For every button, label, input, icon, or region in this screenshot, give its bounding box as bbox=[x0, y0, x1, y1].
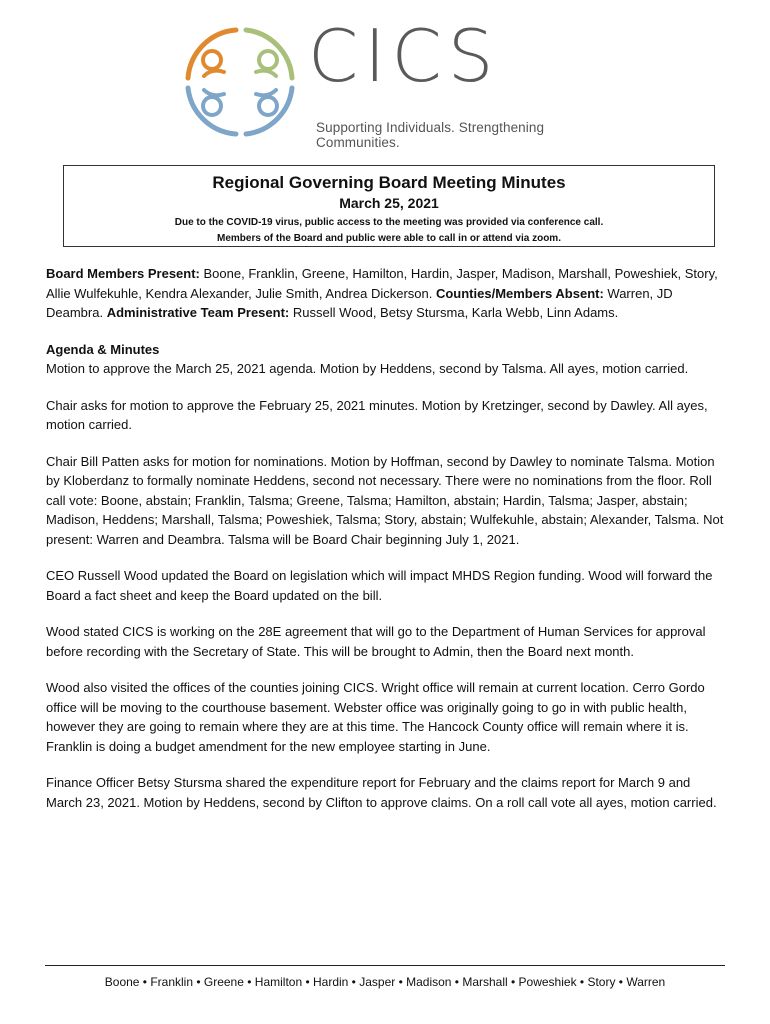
logo-wordmark: CICS bbox=[308, 14, 500, 98]
title-box bbox=[63, 165, 715, 247]
agenda-heading: Agenda & Minutes bbox=[46, 341, 160, 357]
agenda-paragraph bbox=[46, 340, 730, 379]
document-title: Regional Governing Board Meeting Minutes bbox=[212, 173, 566, 192]
minutes-body bbox=[46, 264, 730, 829]
footer-divider bbox=[45, 965, 725, 966]
logo-tagline: Supporting Individuals. Strengthening Communities. bbox=[316, 120, 545, 150]
admin-list: Russell Wood, Betsy Stursma, Karla Webb, Linn Adams. bbox=[289, 305, 619, 320]
meeting-date: March 25, 2021 bbox=[339, 195, 439, 211]
agenda-motion: Motion to approve the March 25, 2021 agenda. Motion by Heddens, second by Talsma. All ayes, motion carried. bbox=[46, 361, 689, 376]
attendance-paragraph bbox=[46, 264, 730, 323]
minutes-paragraph: Chair asks for motion to approve the February 25, 2021 minutes. Motion by Kretzinger, second by Dawley. All ayes, motion carried. bbox=[46, 397, 708, 432]
absent-label: Counties/Members Absent: bbox=[435, 285, 604, 301]
covid-note-line-2: Members of the Board and public were able to call in or attend via zoom. bbox=[217, 233, 561, 244]
present-list: Boone, Franklin, Greene, Hamilton, Hardin, Jasper, Madison, Marshall, Poweshiek, Story, Allie Wulfekuhle, Kendra Alexander, Julie Smith, Andrea Dickerson. bbox=[46, 266, 718, 301]
minutes-paragraph: Wood also visited the offices of the counties joining CICS. Wright office will remain at current location. Cerro Gordo office will be moving to the courthouse basement. Webster office was originally going to go in with public health, however they are going to remain where they are at this time. The Hancock County office will remain where it is. Franklin is doing a budget amendment for the new employee starting in June. bbox=[46, 680, 705, 754]
cics-logo bbox=[180, 14, 600, 150]
covid-note bbox=[64, 215, 714, 247]
people-circle-icon bbox=[180, 24, 300, 142]
minutes-paragraph: Chair Bill Patten asks for motion for nominations. Motion by Hoffman, second by Dawley to nominate Talsma. Motion by Kloberdanz to formally nominate Heddens, second not necessary. There were no nominations from the floor. Roll call vote: Boone, abstain; Franklin, Talsma; Greene, Talsma; Hamilton, abstain; Hardin, Talsma; Jasper, abstain; Madison, Heddens; Marshall, Talsma; Poweshiek, Talsma; Story, abstain; Wulfekuhle, abstain; Alexander, Talsma. Not present: Warren and Deambra. Talsma will be Board Chair beginning July 1, 2021. bbox=[46, 453, 724, 547]
admin-label: Administrative Team Present: bbox=[106, 305, 290, 320]
minutes-paragraph: Wood stated CICS is working on the 28E agreement that will go to the Department of Human Services for approval before recording with the Secretary of State. This will be brought to Admin, then the Board next month. bbox=[46, 624, 706, 659]
present-label: Board Members Present: bbox=[46, 266, 200, 281]
covid-note-line-1: Due to the COVID-19 virus, public access to the meeting was provided via conference call. bbox=[174, 217, 604, 228]
minutes-paragraph: Finance Officer Betsy Stursma shared the expenditure report for February and the claims report for March 9 and March 23, 2021. Motion by Heddens, second by Clifton to approve claims. On a roll call vote all ayes, motion carried. bbox=[46, 775, 717, 810]
minutes-paragraph: CEO Russell Wood updated the Board on legislation which will impact MHDS Region funding. Wood will forward the Board a fact sheet and keep the Board updated on the bill. bbox=[46, 568, 713, 603]
absent-list: Warren, JD Deambra. bbox=[46, 285, 673, 320]
footer-counties: Boone • Franklin • Greene • Hamilton • Hardin • Jasper • Madison • Marshall • Poweshiek • Story • Warren bbox=[104, 975, 666, 989]
